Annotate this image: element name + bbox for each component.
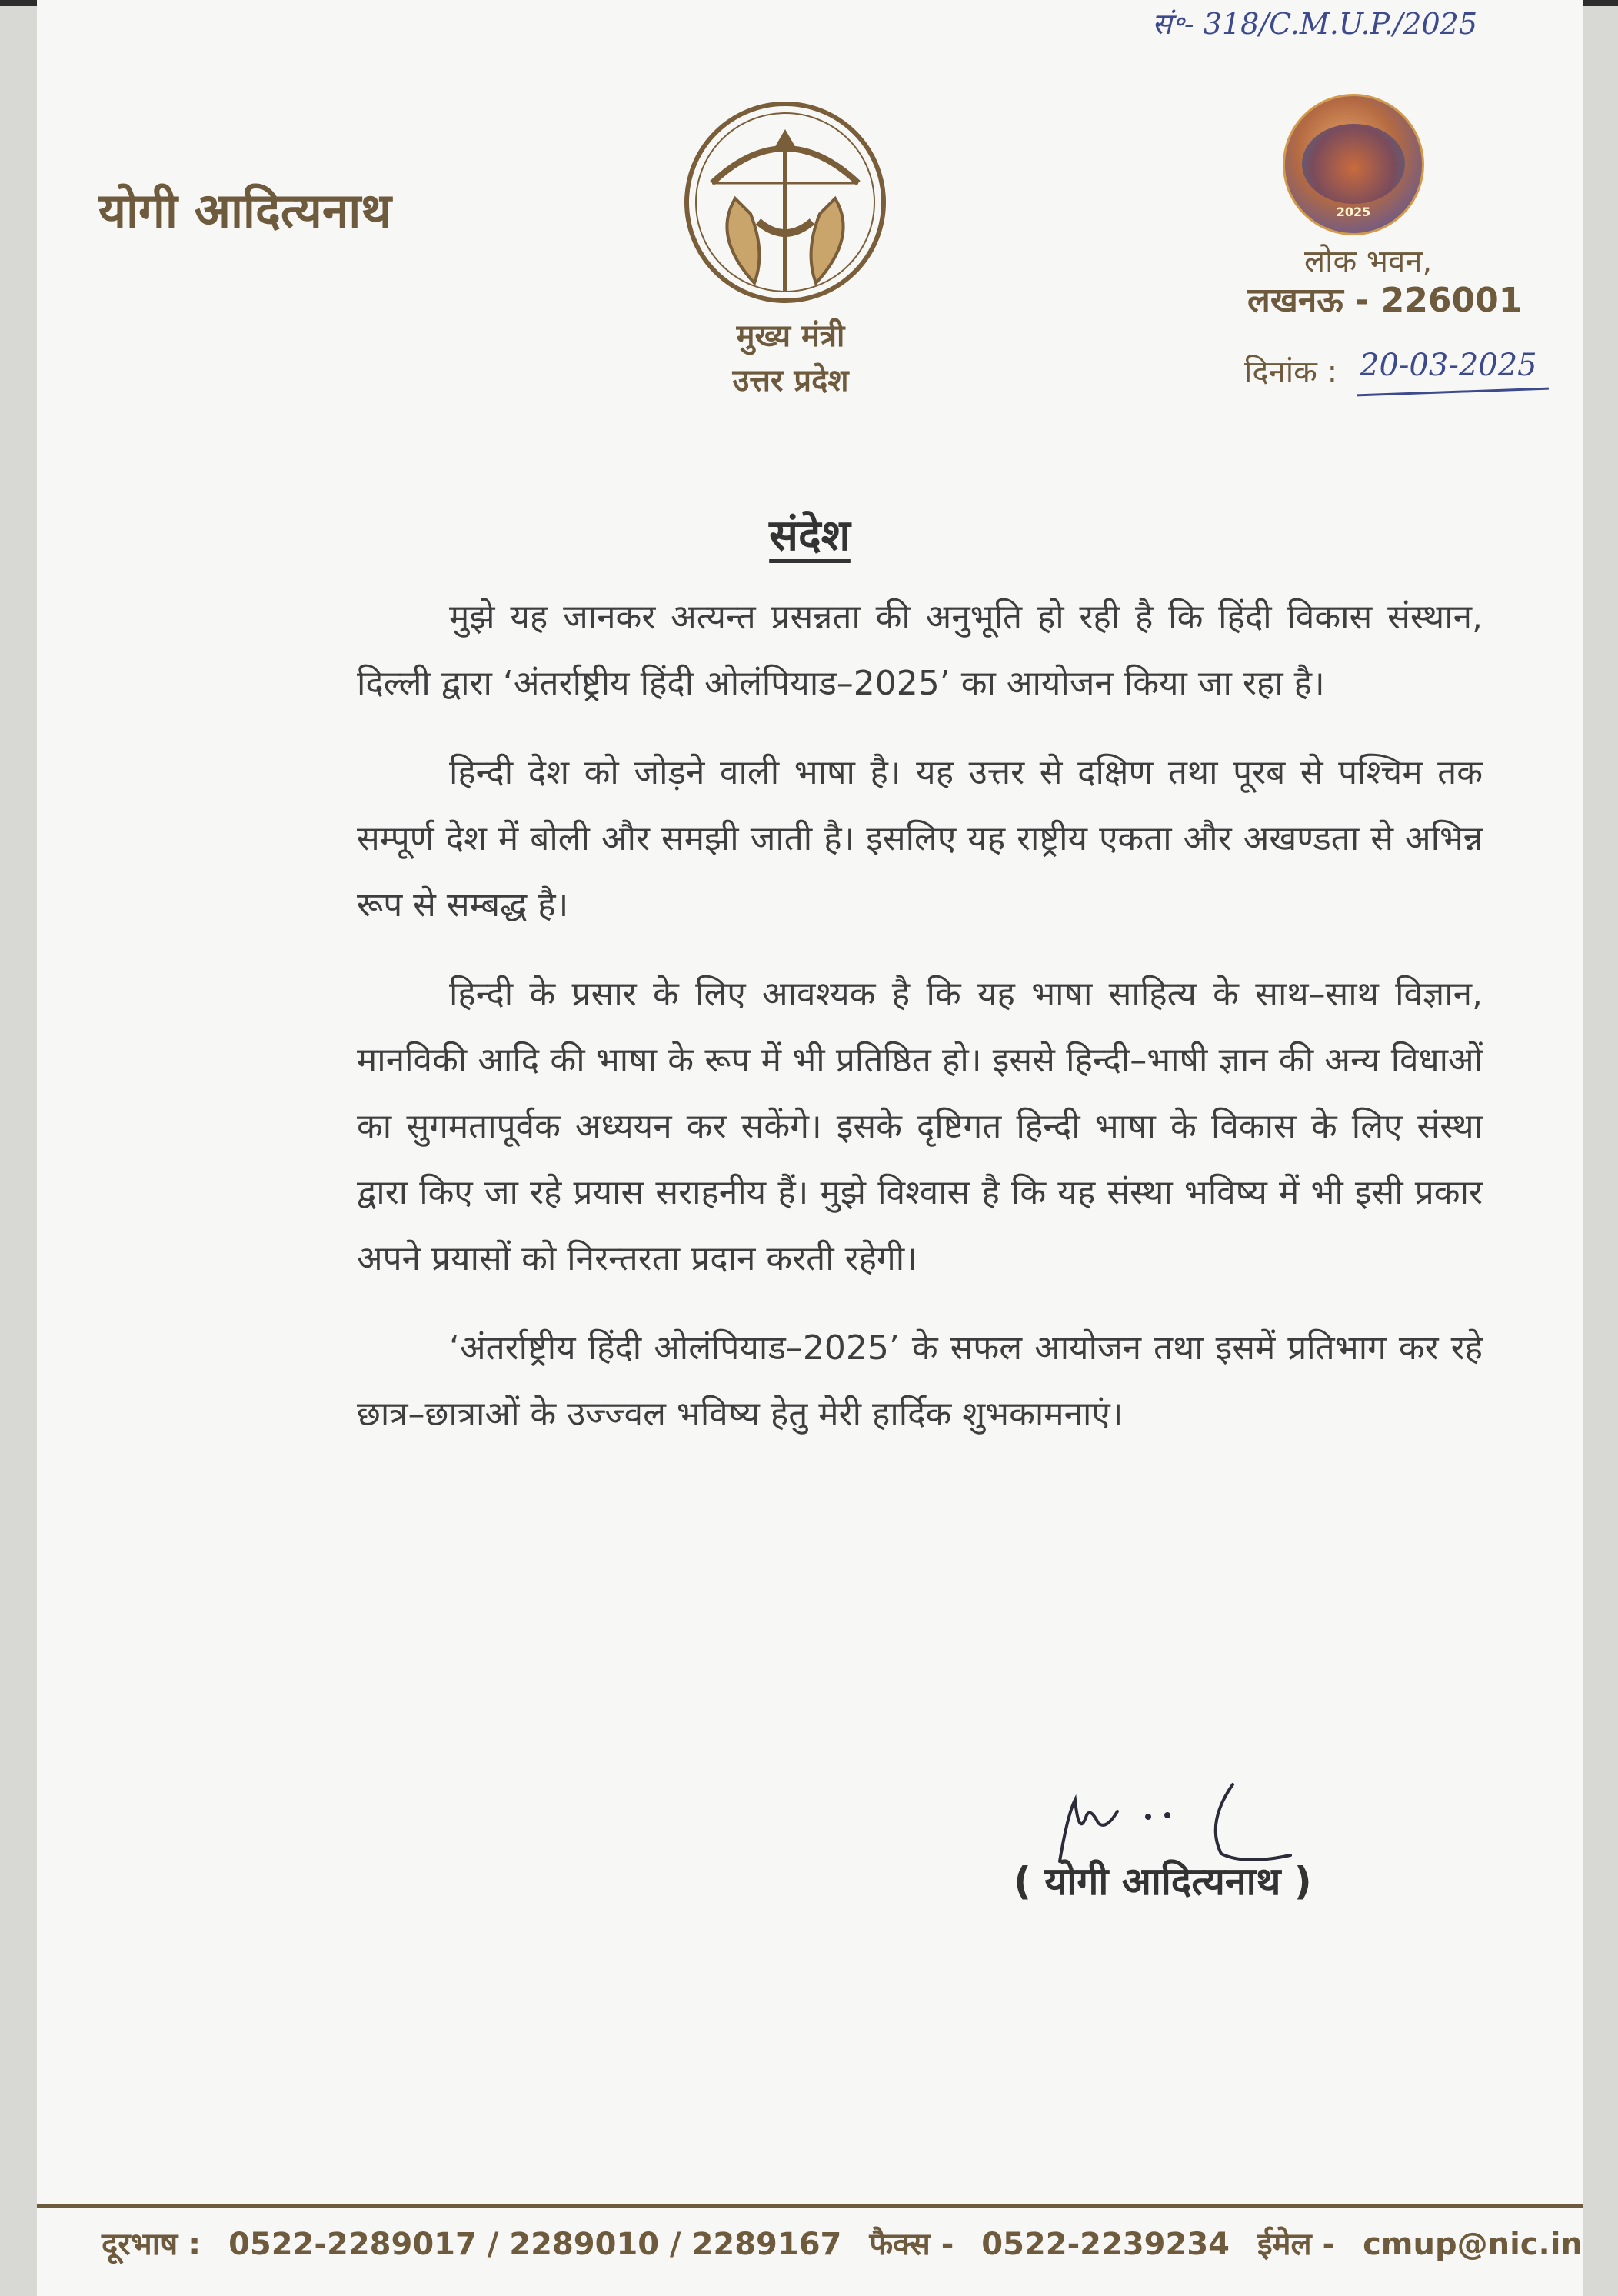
message-paragraph-4: ‘अंतर्राष्ट्रीय हिंदी ओलंपियाड–2025’ के सफल आयोजन तथा इसमें प्रतिभाग कर रहे छात्र–छात्राओं के उज्ज्वल भविष्य हेतु मेरी हार्दिक शुभकामनाएं। (357, 1328, 1483, 1434)
phone-label: दूरभाष : (102, 2227, 201, 2262)
designation-title: मुख्य मंत्री (736, 318, 845, 354)
uttar-pradesh-emblem-icon (681, 98, 889, 306)
email-label: ईमेल - (1257, 2227, 1336, 2262)
footer-divider (37, 2204, 1583, 2208)
message-body (357, 585, 1483, 1471)
fax-number: 0522-2239234 (981, 2227, 1230, 2262)
signatory-name: ( योगी आदित्यनाथ ) (1014, 1859, 1312, 1904)
footer-contact (102, 2221, 1600, 2264)
fax-label: फैक्स - (869, 2227, 954, 2262)
letter-page (37, 0, 1583, 2296)
message-paragraph-3: हिन्दी के प्रसार के लिए आवश्यक है कि यह भाषा साहित्य के साथ–साथ विज्ञान, मानविकी आदि की भाषा के रूप में भी प्रतिष्ठित हो। इससे हिन्दी–भाषी ज्ञान की अन्य विधाओं का सुगमतापूर्वक अध्ययन कर सकेंगे। इसके दृष्टिगत हिन्दी भाषा के विकास के लिए संस्था द्वारा किए जा रहे प्रयास सराहनीय हैं। मुझे विश्वास है कि यह संस्था भविष्य में भी इसी प्रकार अपने प्रयासों को निरन्तरता प्रदान करती रहेगी। (357, 975, 1483, 1278)
designation-state: उत्तर प्रदेश (732, 363, 849, 398)
reference-number: सं॰- 318/C.M.U.P./2025 (1152, 7, 1477, 41)
address-line-1: लोक भवन, (1304, 244, 1433, 279)
email-address: cmup@nic.in (1363, 2227, 1583, 2262)
kumbh-logo-inner (1302, 124, 1405, 204)
designation (698, 314, 883, 403)
message-heading: संदेश (769, 511, 851, 561)
kumbh-logo-year: 2025 (1336, 205, 1371, 219)
phone-numbers: 0522-2289017 / 2289010 / 2289167 (228, 2227, 842, 2262)
message-paragraph-2: हिन्दी देश को जोड़ने वाली भाषा है। यह उत्तर से दक्षिण तथा पूरब से पश्चिम तक सम्पूर्ण देश में बोली और समझी जाती है। इसलिए यह राष्ट्रीय एकता और अखण्डता से अभिन्न रूप से सम्बद्ध है। (357, 753, 1483, 925)
message-paragraph-1: मुझे यह जानकर अत्यन्त प्रसन्नता की अनुभूति हो रही है कि हिंदी विकास संस्थान, दिल्ली द्वारा ‘अंतर्राष्ट्रीय हिंदी ओलंपियाड–2025’ का आयोजन किया जा रहा है। (357, 598, 1483, 703)
mahakumbh-2025-logo-icon (1283, 94, 1424, 235)
address-line-2: लखनऊ - 226001 (1247, 281, 1523, 320)
date-value: 20-03-2025 (1360, 348, 1537, 383)
sender-name: योगी आदित्यनाथ (98, 182, 391, 238)
date-label: दिनांक : (1244, 355, 1338, 390)
date-underline (1357, 388, 1549, 397)
